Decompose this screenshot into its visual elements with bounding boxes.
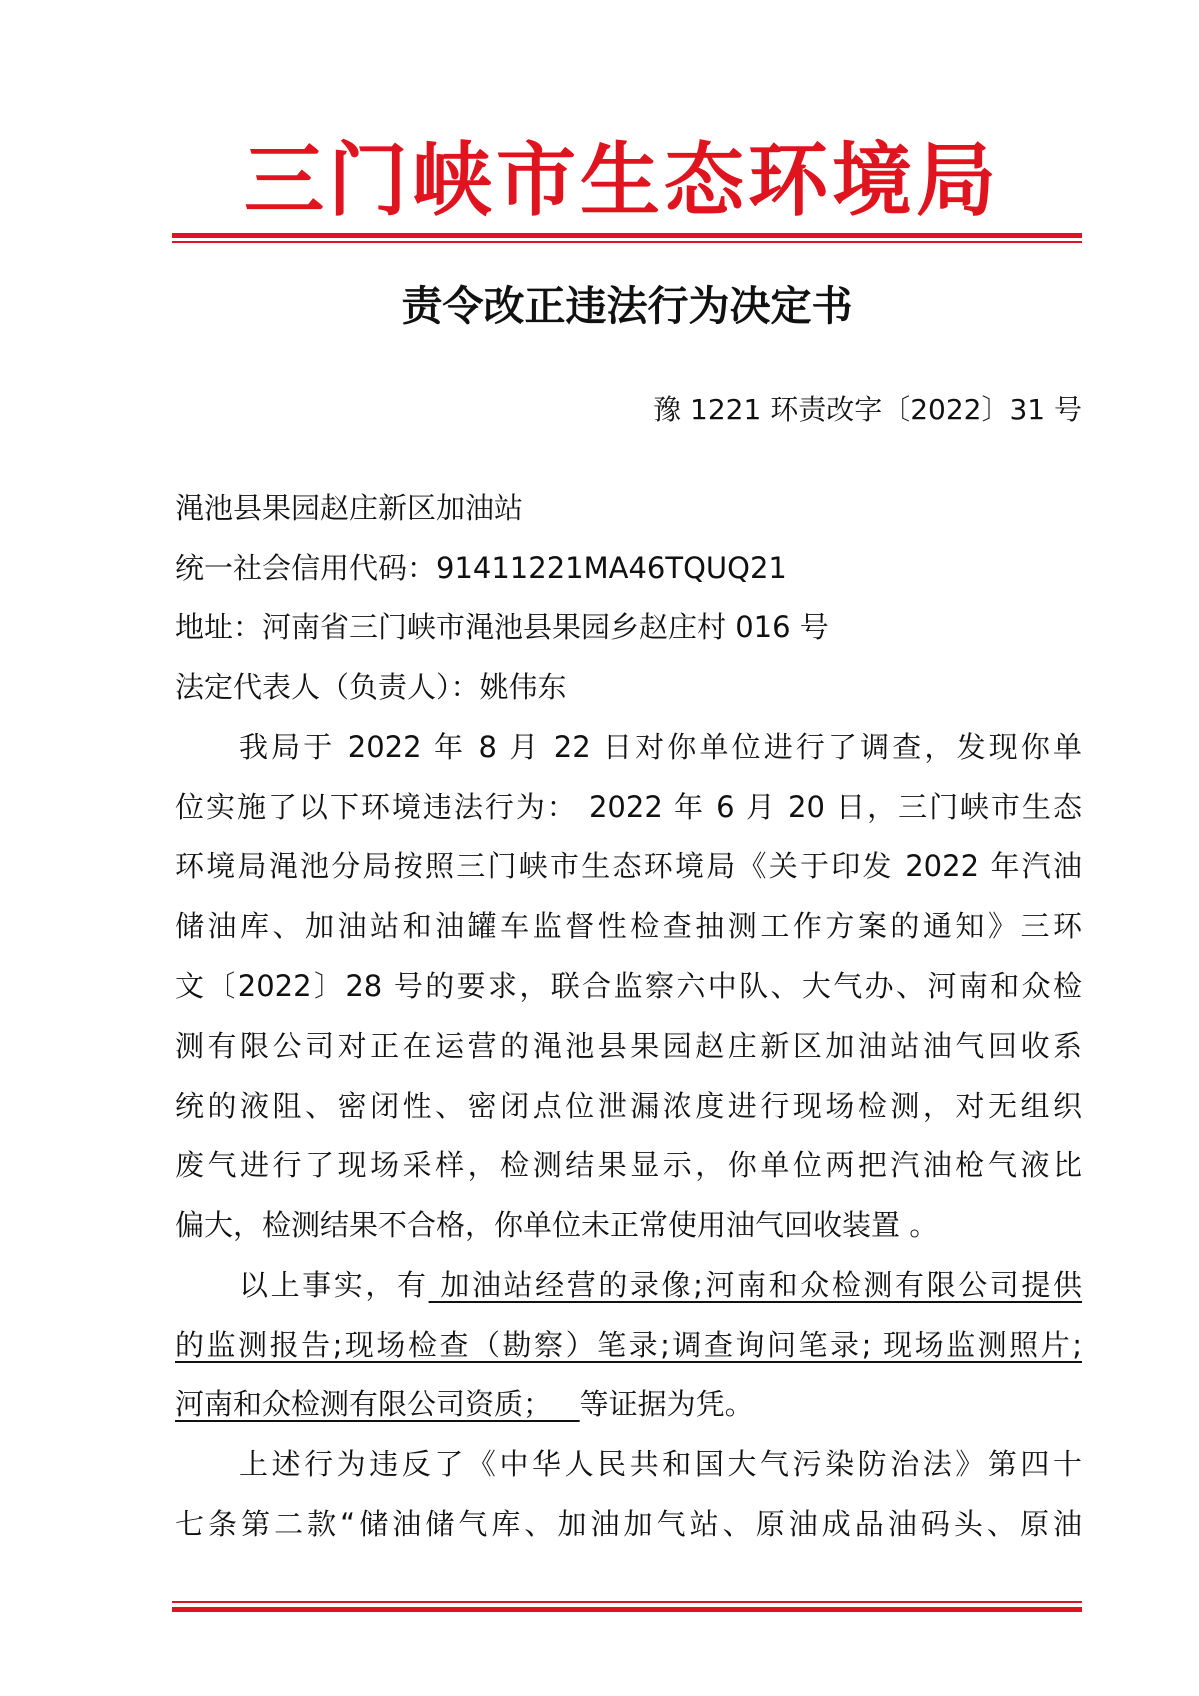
paragraph-line: 上述行为违反了《中华人民共和国大气污染防治法》第四十 <box>239 1447 1082 1481</box>
paragraph-line: 七条第二款“储油储气库、加油加气站、原油成品油码头、原油 <box>175 1507 1082 1541</box>
document-number: 豫 1221 环责改字〔2022〕31 号 <box>653 393 1082 426</box>
evidence-suffix: 等证据为凭。 <box>579 1387 754 1421</box>
letterhead-divider-thin <box>172 241 1082 243</box>
paragraph-line: 偏大，检测结果不合格，你单位未正常使用油气回收装置 。 <box>175 1208 939 1242</box>
footer-divider-thin <box>172 1601 1082 1603</box>
party-credit-code: 统一社会信用代码：91411221MA46TQUQ21 <box>175 551 787 585</box>
evidence-line <box>175 1384 1082 1424</box>
footer-divider <box>172 1607 1082 1612</box>
paragraph-line: 废气进行了现场采样，检测结果显示，你单位两把汽油枪气液比 <box>175 1148 1082 1182</box>
evidence-line <box>239 1265 1082 1305</box>
paragraph-line: 我局于 2022 年 8 月 22 日对你单位进行了调查，发现你单 <box>239 730 1082 764</box>
paragraph-line: 位实施了以下环境违法行为： 2022 年 6 月 20 日，三门峡市生态 <box>175 790 1082 824</box>
document-title: 责令改正违法行为决定书 <box>401 282 853 330</box>
paragraph-line: 文〔2022〕28 号的要求，联合监察六中队、大气办、河南和众检 <box>175 969 1082 1003</box>
paragraph-line: 环境局渑池分局按照三门峡市生态环境局《关于印发 2022 年汽油 <box>175 849 1082 883</box>
party-address: 地址：河南省三门峡市渑池县果园乡赵庄村 016 号 <box>175 610 829 644</box>
paragraph-line: 统的液阻、密闭性、密闭点位泄漏浓度进行现场检测，对无组织 <box>175 1089 1082 1123</box>
paragraph-line: 储油库、加油站和油罐车监督性检查抽测工作方案的通知》三环 <box>175 909 1082 943</box>
evidence-list: 加油站经营的录像;河南和众检测有限公司提供 <box>428 1268 1082 1302</box>
letterhead-divider <box>172 233 1082 238</box>
evidence-line <box>175 1325 1082 1365</box>
evidence-list: 河南和众检测有限公司资质； <box>175 1387 580 1421</box>
evidence-list: 的监测报告;现场检查（勘察）笔录;调查询问笔录; 现场监测照片; <box>175 1328 1082 1362</box>
evidence-prefix: 以上事实，有 <box>239 1268 429 1302</box>
party-legal-rep: 法定代表人（负责人）：姚伟东 <box>175 670 567 704</box>
paragraph-line: 测有限公司对正在运营的渑池县果园赵庄新区加油站油气回收系 <box>175 1029 1082 1063</box>
agency-letterhead: 三门峡市生态环境局 <box>244 133 1000 227</box>
party-name: 渑池县果园赵庄新区加油站 <box>175 491 524 525</box>
